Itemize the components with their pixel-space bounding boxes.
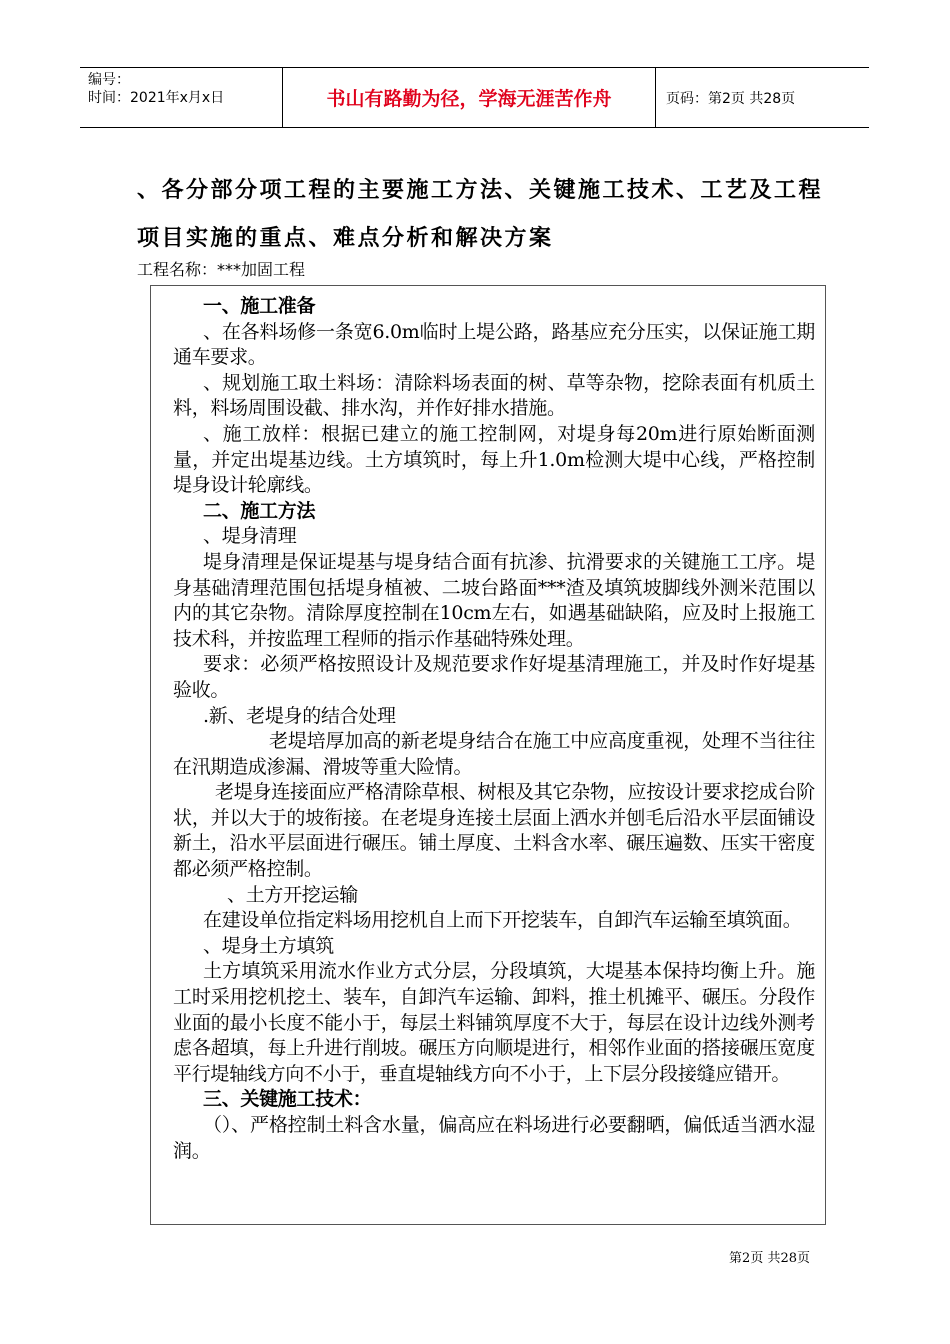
page-header bbox=[80, 67, 869, 128]
paragraph: 、规划施工取土料场：清除料场表面的树、草等杂物，挖除表面有机质土料，料场周围设截、排水沟，并作好排水措施。 bbox=[173, 371, 815, 420]
date-label: 时间：2021年x月x日 bbox=[88, 90, 225, 106]
subheading: 、堤身土方填筑 bbox=[203, 934, 334, 957]
subheading: 、土方开挖运输 bbox=[227, 883, 358, 906]
page-footer: 第2页 共28页 bbox=[729, 1251, 810, 1266]
header-meta bbox=[80, 68, 282, 127]
paragraph: 、施工放样：根据已建立的施工控制网，对堤身每20m进行原始断面测量，并定出堤基边线。土方填筑时，每上升1.0m检测大堤中心线，严格控制堤身设计轮廓线。 bbox=[173, 422, 815, 497]
subheading: .新、老堤身的结合处理 bbox=[203, 704, 396, 727]
paragraph: （）、严格控制土料含水量，偏高应在料场进行必要翻晒，偏低适当洒水湿润。 bbox=[173, 1114, 815, 1162]
section-heading-1: 一、施工准备 bbox=[203, 295, 316, 317]
section-heading-3: 三、关键施工技术： bbox=[203, 1088, 372, 1111]
section-heading-2: 二、施工方法 bbox=[203, 499, 316, 522]
content-box bbox=[150, 285, 826, 1225]
paragraph: 在建设单位指定料场用挖机自上而下开挖装车，自卸汽车运输至填筑面。 bbox=[203, 909, 802, 932]
header-motto: 书山有路勤为径，学海无涯苦作舟 bbox=[282, 68, 656, 127]
project-name: 工程名称：***加固工程 bbox=[137, 260, 306, 279]
paragraph: 要求：必须严格按照设计及规范要求作好堤基清理施工，并及时作好堤基验收。 bbox=[173, 653, 815, 701]
paragraph: 老堤培厚加高的新老堤身结合在施工中应高度重视，处理不当往往在汛期造成渗漏、滑坡等重大险情。 bbox=[173, 730, 815, 778]
header-page-number: 页码：第2页 共28页 bbox=[666, 90, 796, 107]
document-title: 、各分部分项工程的主要施工方法、关键施工技术、工艺及工程项目实施的重点、难点分析和解决方案 bbox=[137, 177, 824, 251]
paragraph: 堤身清理是保证堤基与堤身结合面有抗渗、抗滑要求的关键施工工序。堤身基础清理范围包括堤身植被、二坡台路面***渣及填筑坡脚线外测米范围以内的其它杂物。清除厚度控制在10cm左右，如遇基础缺陷，应及时上报施工技术科，并按监理工程师的指示作基础特殊处理。 bbox=[173, 550, 815, 650]
code-label: 编号： bbox=[88, 72, 130, 88]
paragraph: 土方填筑采用流水作业方式分层，分段填筑，大堤基本保持均衡上升。施工时采用挖机挖土、装车，自卸汽车运输、卸料，推土机摊平、碾压。分段作业面的最小长度不能小于，每层土料铺筑厚度不大于，每层在设计边线外测考虑各超填，每上升进行削坡。碾压方向顺堤进行，相邻作业面的搭接碾压宽度平行堤轴线方向不小于，垂直堤轴线方向不小于，上下层分段接缝应错开。 bbox=[173, 960, 815, 1085]
subheading: 、堤身清理 bbox=[203, 525, 297, 548]
paragraph: 、在各料场修一条宽6.0m临时上堤公路，路基应充分压实，以保证施工期通车要求。 bbox=[173, 320, 815, 369]
paragraph: 老堤身连接面应严格清除草根、树根及其它杂物，应按设计要求挖成台阶状，并以大于的坡衔接。在老堤身连接土层面上洒水并刨毛后沿水平层面铺设新土，沿水平层面进行碾压。铺土厚度、土料含水率、碾压遍数、压实干密度都必须严格控制。 bbox=[173, 781, 815, 881]
